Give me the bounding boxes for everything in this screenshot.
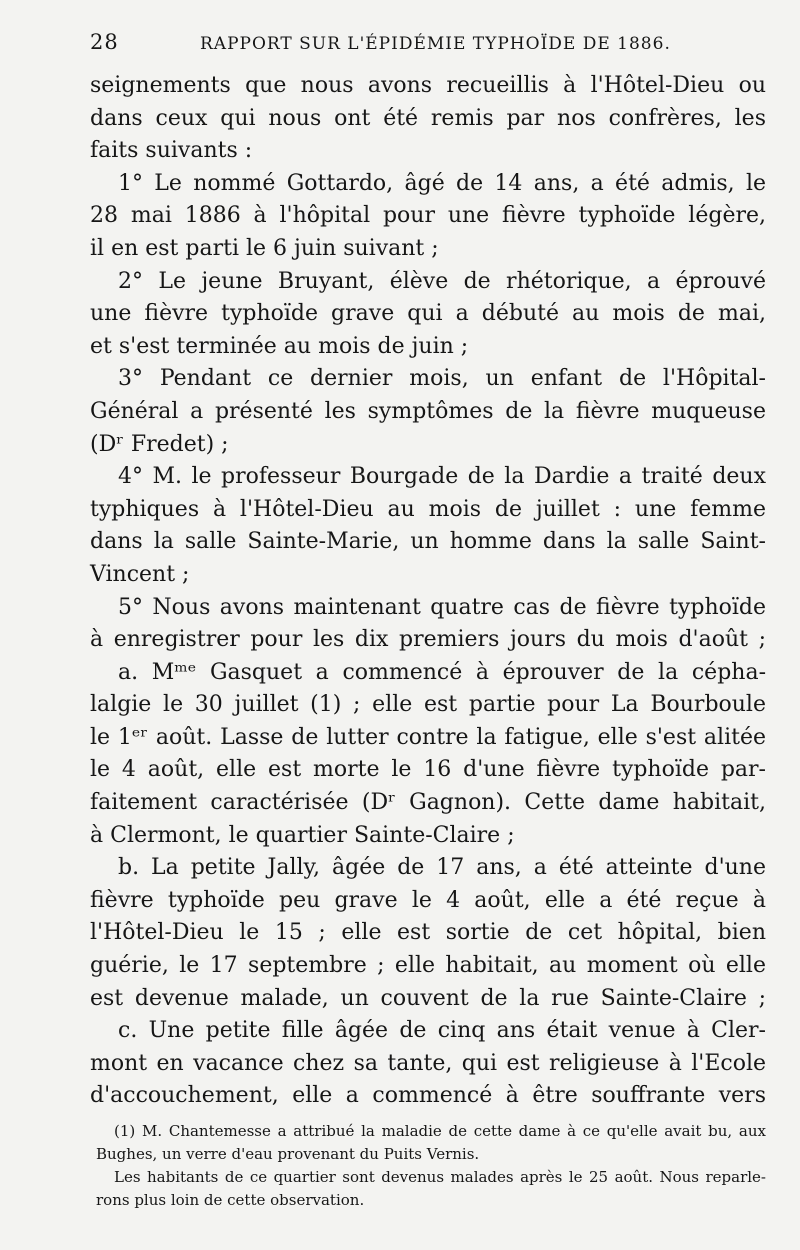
page-number: 28	[90, 30, 119, 54]
text-line: mont en vacance chez sa tante, qui est religieuse à l'Ecole	[90, 1050, 766, 1076]
text-line: une fièvre typhoïde grave qui a débuté au mois de mai,	[90, 301, 766, 327]
text-line: guérie, le 17 septembre ; elle habitait, au moment où elle	[90, 953, 766, 979]
text-line: 28 mai 1886 à l'hôpital pour une fièvre typhoïde légère,	[90, 203, 766, 229]
text-line: il en est parti le 6 juin suivant ;	[90, 235, 439, 261]
text-line: faitement caractérisée (Dʳ Gagnon). Cette dame habitait,	[90, 790, 766, 816]
text-line: à enregistrer pour les dix premiers jours du mois d'août ;	[90, 627, 766, 653]
footnote-line: Les habitants de ce quartier sont devenus malades après le 25 août. Nous reparle-	[114, 1168, 766, 1186]
text-line: le 1ᵉʳ août. Lasse de lutter contre la fatigue, elle s'est alitée	[90, 724, 766, 750]
text-line: 3° Pendant ce dernier mois, un enfant de l'Hôpital-	[118, 366, 766, 392]
text-line: (Dʳ Fredet) ;	[90, 431, 229, 457]
text-line: est devenue malade, un couvent de la rue Sainte-Claire ;	[90, 985, 766, 1011]
text-line: Vincent ;	[90, 561, 190, 587]
text-line: dans la salle Sainte-Marie, un homme dans la salle Saint-	[90, 529, 766, 555]
text-line: le 4 août, elle est morte le 16 d'une fièvre typhoïde par-	[90, 757, 766, 783]
text-line: b. La petite Jally, âgée de 17 ans, a été atteinte d'une	[118, 855, 766, 881]
text-line: à Clermont, le quartier Sainte-Claire ;	[90, 822, 515, 848]
footnote-line: Bughes, un verre d'eau provenant du Puits Vernis.	[96, 1145, 480, 1163]
running-title: RAPPORT SUR L'ÉPIDÉMIE TYPHOÏDE DE 1886.	[200, 34, 671, 54]
page-header	[90, 30, 770, 60]
text-line: a. Mᵐᵉ Gasquet a commencé à éprouver de la cépha-	[118, 659, 766, 685]
footnote-line: (1) M. Chantemesse a attribué la maladie de cette dame à ce qu'elle avait bu, aux	[114, 1122, 766, 1140]
text-line: d'accouchement, elle a commencé à être souffrante vers	[90, 1083, 766, 1109]
footnote-line: rons plus loin de cette observation.	[96, 1191, 365, 1209]
text-line: faits suivants :	[90, 138, 253, 164]
footnotes	[96, 1120, 766, 1212]
text-line: 5° Nous avons maintenant quatre cas de fièvre typhoïde	[118, 594, 766, 620]
text-line: Général a présenté les symptômes de la fièvre muqueuse	[90, 398, 766, 424]
text-line: lalgie le 30 juillet (1) ; elle est partie pour La Bourboule	[90, 692, 766, 718]
text-line: 4° M. le professeur Bourgade de la Dardie a traité deux	[118, 464, 766, 490]
text-line: 2° Le jeune Bruyant, élève de rhétorique, a éprouvé	[118, 268, 766, 294]
text-line: c. Une petite fille âgée de cinq ans était venue à Cler-	[118, 1018, 766, 1044]
text-line: 1° Le nommé Gottardo, âgé de 14 ans, a été admis, le	[118, 170, 766, 196]
body-text	[90, 70, 766, 1113]
text-line: et s'est terminée au mois de juin ;	[90, 333, 469, 359]
text-line: typhiques à l'Hôtel-Dieu au mois de juillet : une femme	[90, 496, 766, 522]
text-line: l'Hôtel-Dieu le 15 ; elle est sortie de cet hôpital, bien	[90, 920, 766, 946]
text-line: dans ceux qui nous ont été remis par nos confrères, les	[90, 105, 766, 131]
text-line: fièvre typhoïde peu grave le 4 août, elle a été reçue à	[90, 887, 766, 913]
text-line: seignements que nous avons recueillis à l'Hôtel-Dieu ou	[90, 73, 766, 98]
